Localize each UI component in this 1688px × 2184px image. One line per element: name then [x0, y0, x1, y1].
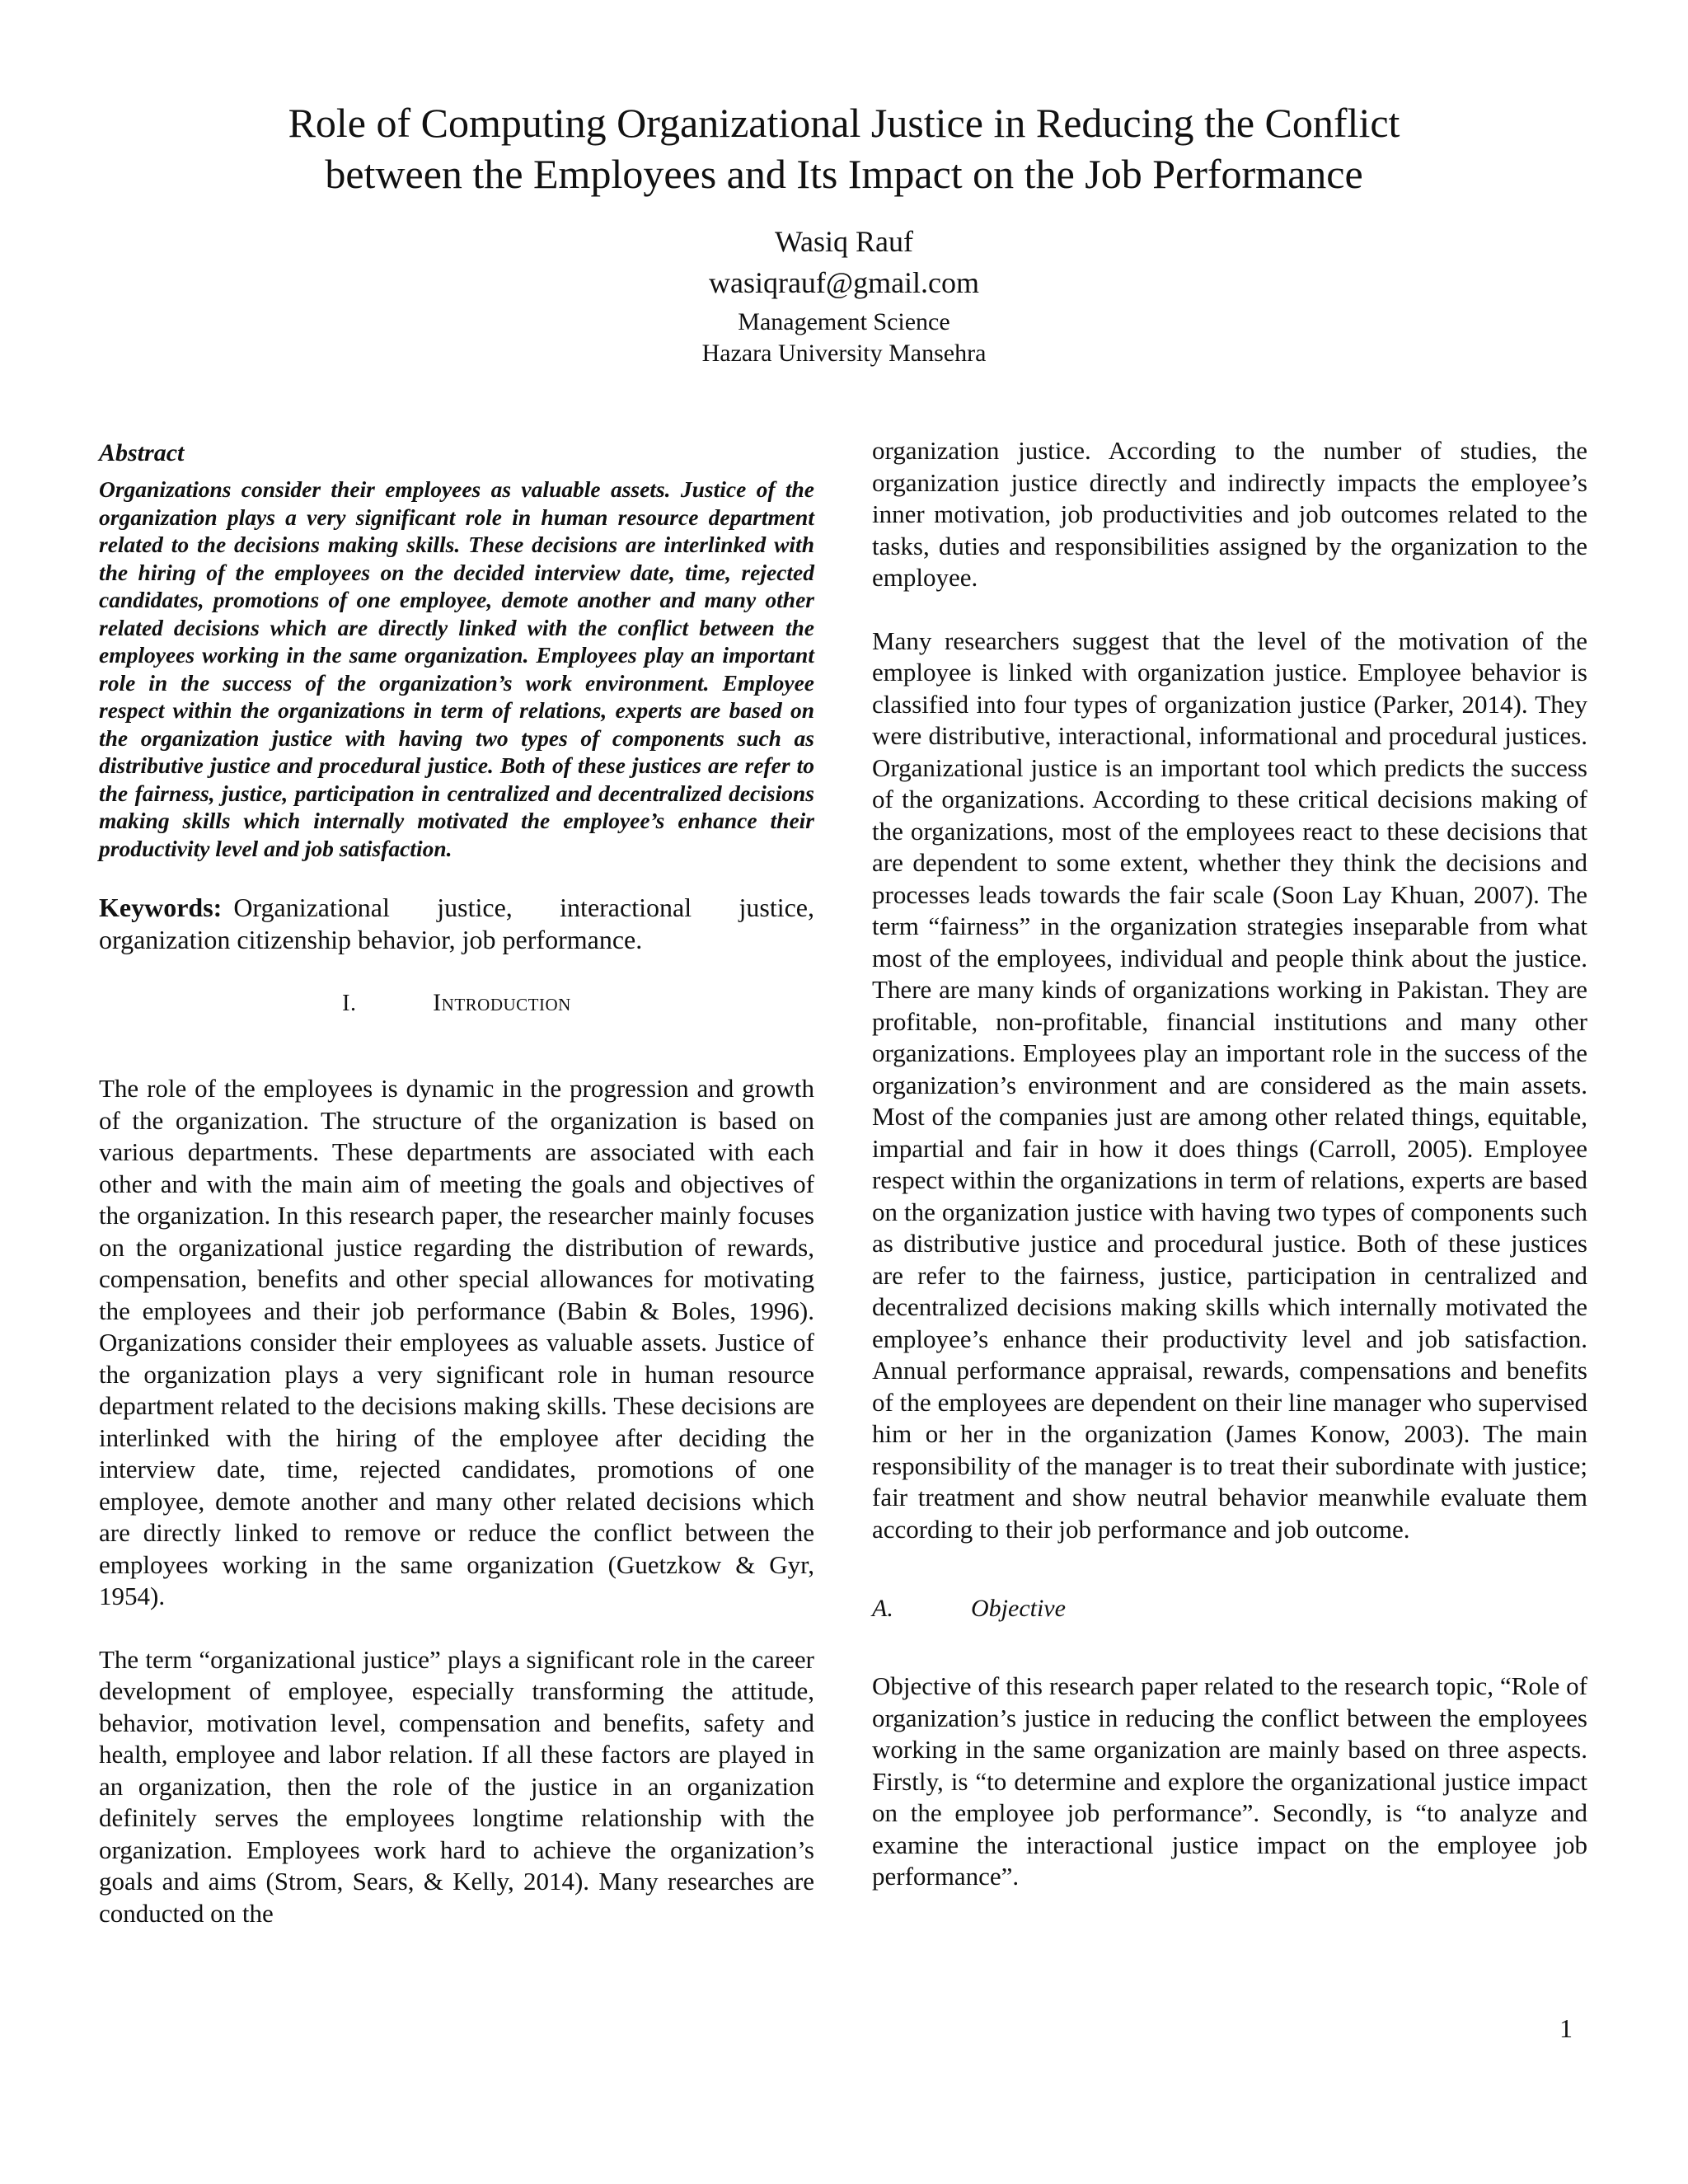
author-department: Management Science [738, 308, 950, 335]
intro-paragraph-2: The term “organizational justice” plays a significant role in the career development of employee, especially transforming the attitude, behavior, motivation level, compensation and benefits, safety and health, employee and labor relation. If all these factors are played in an organization, then the role of the justice in an organization definitely serves the employees longtime relationship with the organization. Employees work hard to achieve the organization’s goals and aims (Strom, Sears, & Kelly, 2014). Many researches are conducted on the [99, 1644, 814, 1928]
right-paragraph-1: organization justice. According to the number of studies, the organization justice directly and indirectly impacts the employee’s inner motivation, job productivities and job outcomes related to the tasks, duties and responsibilities assigned by the organization to the employee. [872, 436, 1587, 592]
paper-title [165, 97, 1523, 199]
subsection-heading-objective [872, 1595, 1587, 1623]
section-title: Introduction [433, 989, 571, 1016]
abstract-body: Organizations consider their employees as valuable assets. Justice of the organization plays a very significant role in human resource department related to the decisions making skills. These decisions are interlinked with the hiring of the employees on the decided interview date, time, rejected candidates, promotions of one employee, demote another and many other related decisions which are directly linked with the conflict between the employees working in the same organization. Employees play an important role in the success of the organization’s work environment. Employee respect within the organizations in term of relations, experts are based on the organization justice with having two types of components such as distributive justice and procedural justice. Both of these justices are refer to the fairness, justice, participation in centralized and decentralized decisions making skills which internally motivated the employee’s enhance their productivity level and job satisfaction. [99, 476, 814, 861]
right-column [872, 435, 1587, 1893]
page-number: 1 [1559, 2013, 1573, 2043]
objective-paragraph: Objective of this research paper related to the research topic, “Role of organization’s justice in reducing the conflict between the employees working in the same organization are mainly based on three aspects. Firstly, is “to determine and explore the organizational justice impact on the employee job performance”. Secondly, is “to analyze and examine the interactional justice impact on the employee job performance”. [872, 1671, 1587, 1891]
abstract-heading: Abstract [99, 439, 185, 466]
title-line-1: Role of Computing Organizational Justice in Reducing the Conflict [288, 100, 1400, 146]
left-column [99, 435, 814, 1929]
section-number: I. [342, 991, 357, 1016]
author-name: Wasiq Rauf [774, 225, 914, 258]
title-line-2: between the Employees and Its Impact on the Job Performance [325, 151, 1363, 197]
author-email: wasiqrauf@gmail.com [708, 266, 980, 299]
intro-paragraph-1: The role of the employees is dynamic in the progression and growth of the organization. The structure of the organization is based on various departments. These departments are associated with each other and with the main aim of meeting the goals and objectives of the organization. In this research paper, the researcher mainly focuses on the organizational justice regarding the distribution of rewards, compensation, benefits and other special allowances for motivating the employees and their job performance (Babin & Boles, 1996). Organizations consider their employees as valuable assets. Justice of the organization plays a very significant role in human resource department related to the decisions making skills. These decisions are interlinked with the hiring of the employee after deciding the interview date, time, rejected candidates, promotions of one employee, demote another and many other related decisions which are directly linked to remove or reduce the conflict between the employees working in the same organization (Guetzkow & Gyr, 1954). [99, 1074, 814, 1610]
author-university: Hazara University Mansehra [701, 340, 987, 367]
subsection-title: Objective [971, 1595, 1066, 1622]
keywords-text: Organizational justice, interactional justice, organization citizenship behavior, job performance. [99, 893, 814, 954]
keywords-label: Keywords: [99, 893, 223, 922]
subsection-number: A. [872, 1595, 893, 1622]
right-paragraph-2: Many researchers suggest that the level of the motivation of the employee is linked with organization justice. Employee behavior is classified into four types of organization justice (Parker, 2014). They were distributive, interactional, informational and procedural justices. Organizational justice is an important tool which predicts the success of the organizations. According to these critical decisions making of the organizations, most of the employees react to these decisions that are dependent to some extent, whether they think the decisions and processes leads towards the fair scale (Soon Lay Khuan, 2007). The term “fairness” in the organization strategies inseparable from what most of the employees, individual and people think about the justice. There are many kinds of organizations working in Pakistan. They are profitable, non-profitable, financial institutions and many other organizations. Employees play an important role in the success of the organization’s environment and are considered as the main assets. Most of the companies just are among other related things, equitable, impartial and fair in how it does things (Carroll, 2005). Employee respect within the organizations in term of relations, experts are based on the organization justice with having two types of components such as distributive justice and procedural justice. Both of these justices are refer to the fairness, justice, participation in centralized and decentralized decisions making skills which internally motivated the employee’s enhance their productivity level and job satisfaction. Annual performance appraisal, rewards, compensations and benefits of the employees are dependent on their line manager who supervised him or her in the organization (James Konow, 2003). The main responsibility of the manager is to treat their subordinate with justice; fair treatment and show neutral behavior meanwhile evaluate them according to their job performance and job outcome. [872, 626, 1587, 1544]
keywords [99, 892, 814, 956]
section-heading-introduction [99, 989, 814, 1017]
